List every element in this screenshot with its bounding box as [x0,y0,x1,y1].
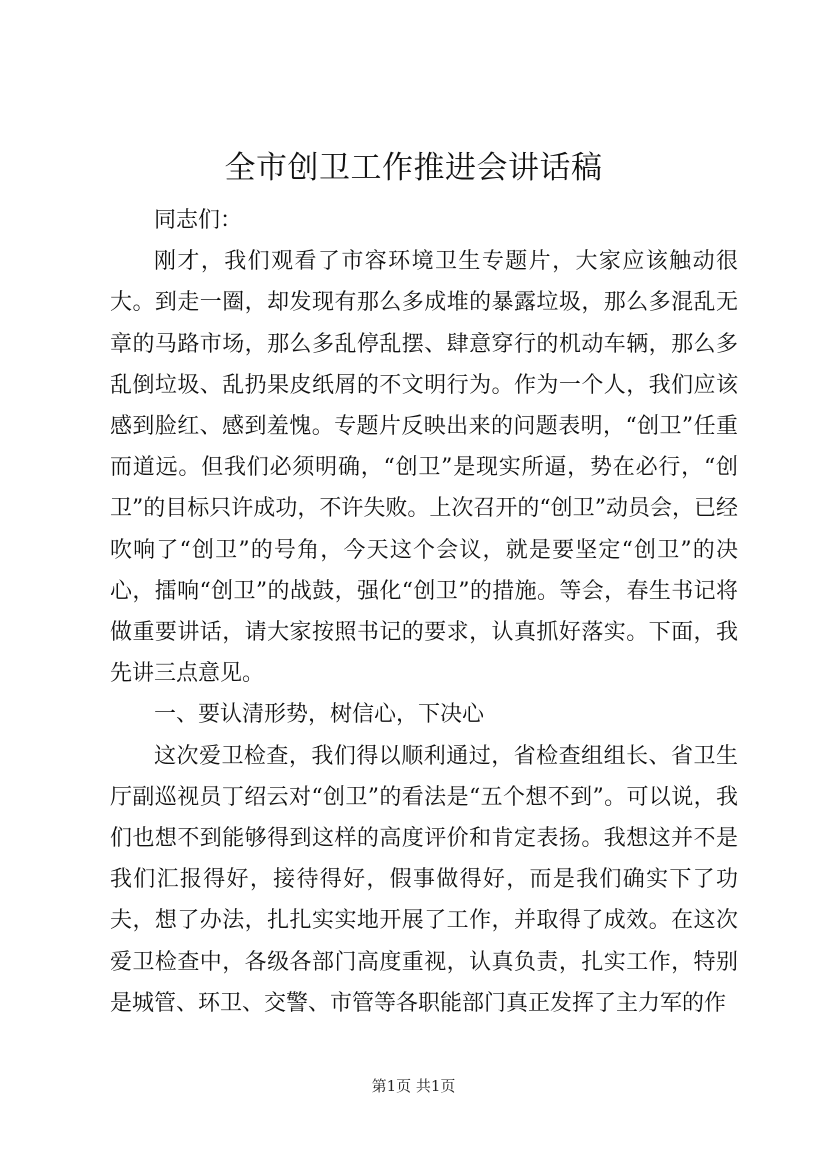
document-title: 全市创卫工作推进会讲话稿 [224,150,603,186]
page-footer: 第1页 共1页 [371,1077,456,1095]
section-heading-1: 一、要认清形势，树信心，下决心 [154,702,485,728]
document-body [110,200,738,1024]
salutation: 同志们： [154,208,243,233]
paragraph-2: 这次爱卫检查，我们得以顺利通过，省检查组组长、省卫生厅副巡视员丁绍云对“创卫”的看法是“五个想不到”。可以说，我们也想不到能够得到这样的高度评价和肯定表扬。我想这并不是我们汇报得好，接待得好，假事做得好，而是我们确实下了功夫，想了办法，扎扎实实地开展了工作，并取得了成效。在这次爱卫检查中，各级各部门高度重视，认真负责，扎实工作，特别是城管、环卫、交警、市管等各职能部门真正发挥了主力军的作 [110,743,738,1016]
paragraph-1: 刚才，我们观看了市容环境卫生专题片，大家应该触动很大。到走一圈，却发现有那么多成堆的暴露垃圾，那么多混乱无章的马路市场，那么多乱停乱摆、肆意穿行的机动车辆，那么多乱倒垃圾、乱扔果皮纸屑的不文明行为。作为一个人，我们应该感到脸红、感到羞愧。专题片反映出来的问题表明，“创卫”任重而道远。但我们必须明确，“创卫”是现实所逼，势在必行，“创卫”的目标只许成功，不许失败。上次召开的“创卫”动员会，已经吹响了“创卫”的号角，今天这个会议，就是要坚定“创卫”的决心，擂响“创卫”的战鼓，强化“创卫”的措施。等会，春生书记将做重要讲话，请大家按照书记的要求，认真抓好落实。下面，我先讲三点意见。 [110,249,738,687]
